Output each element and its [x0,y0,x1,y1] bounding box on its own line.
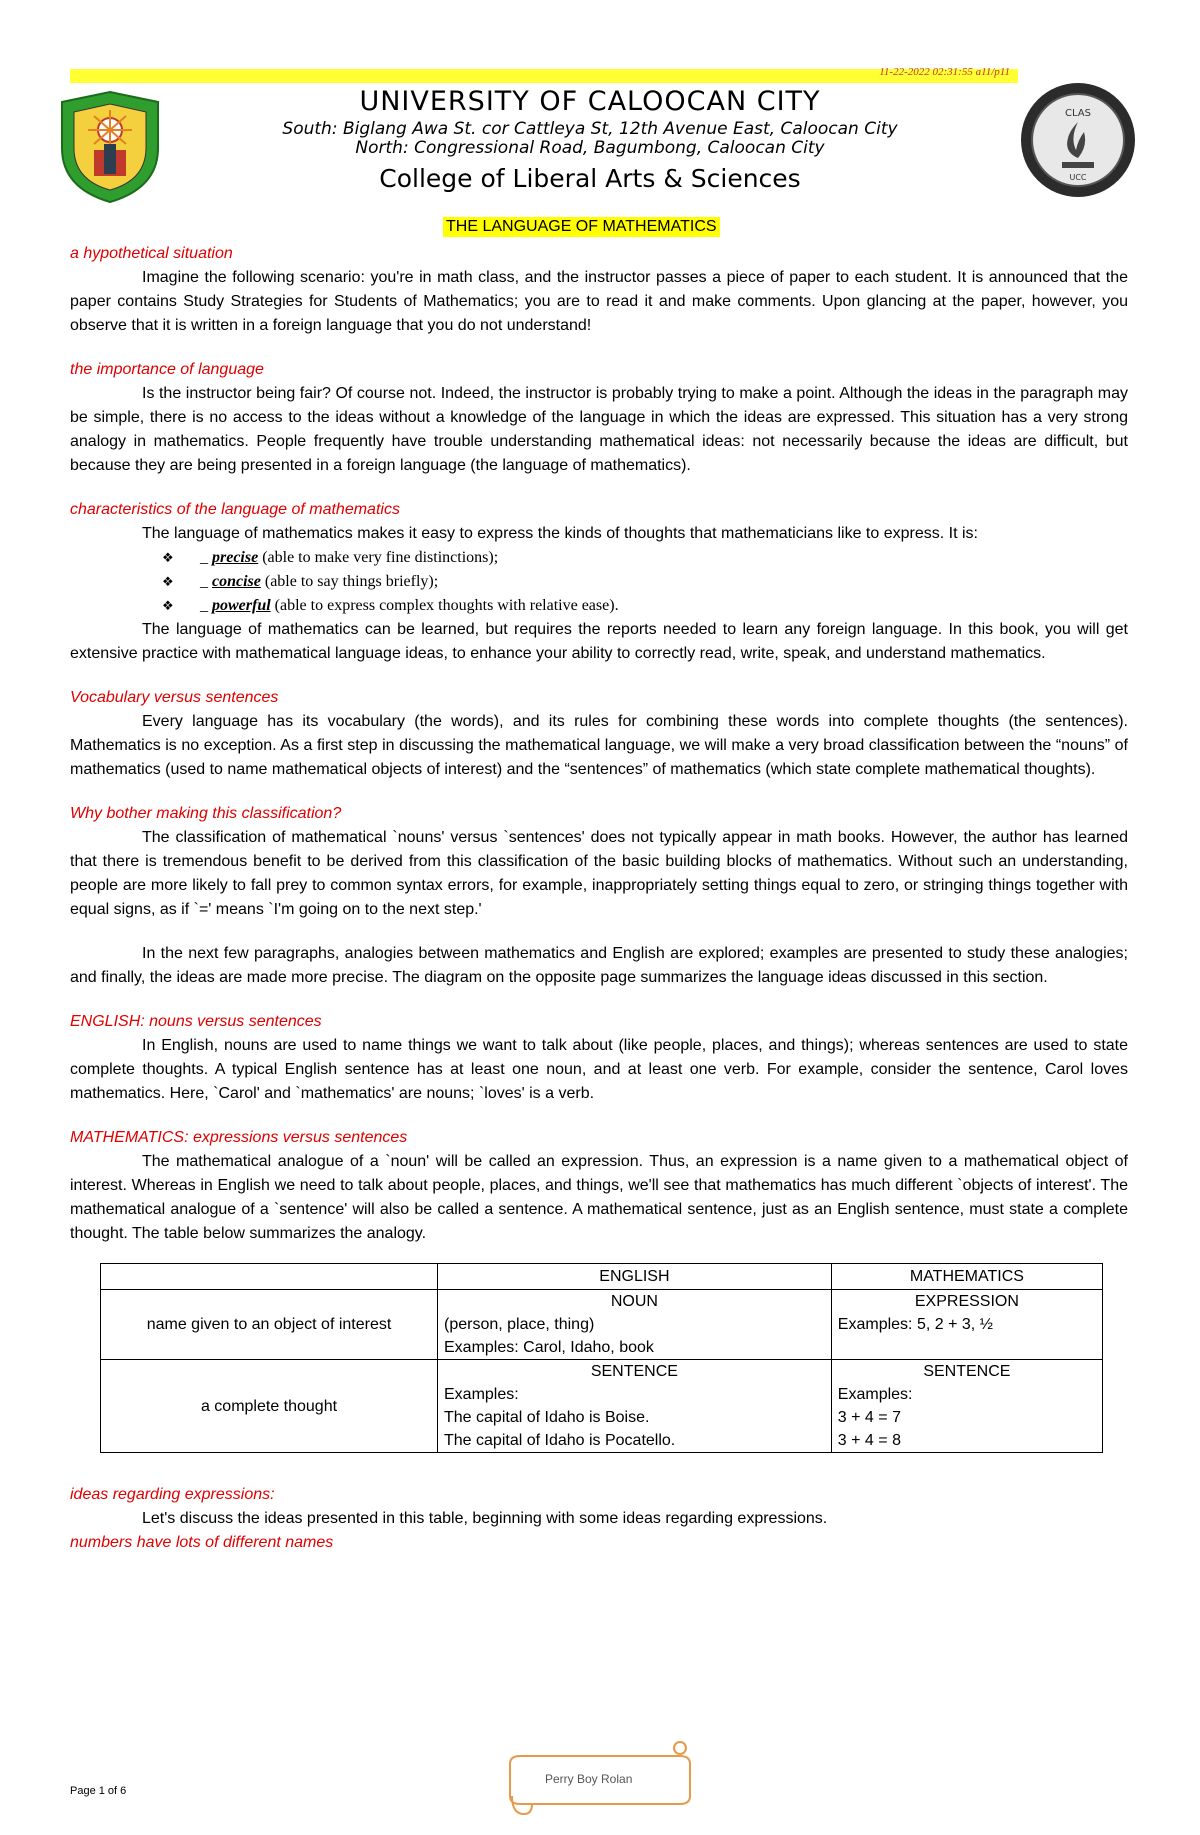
address-south: South: Biglang Awa St. cor Cattleya St, 12th Avenue East, Caloocan City [282,119,898,139]
row-label: name given to an object of interest [101,1290,438,1360]
column-header-mathematics: MATHEMATICS [831,1264,1102,1290]
row-label: a complete thought [101,1360,438,1453]
document-header [170,86,1010,193]
table-row [101,1360,1103,1453]
paragraph: Let's discuss the ideas presented in this table, beginning with some ideas regarding expressions. [142,1510,828,1527]
list-item: ❖ _ powerful (able to express complex thoughts with relative ease). [162,594,1128,618]
list-item: ❖ _ concise (able to say things briefly); [162,570,1128,594]
document-body [70,242,1128,1555]
paragraph: The language of mathematics can be learned, but requires the reports needed to learn any foreign language. In this book, you will get extensive practice with mathematical language ideas, to enhance your ability to correctly read, write, speak, and understand mathematics. [70,621,1128,662]
ucc-seal-logo [58,88,162,206]
clas-seal-logo [1018,80,1138,200]
section-heading: a hypothetical situation [70,245,233,262]
author-name: Perry Boy Rolan [545,1772,633,1786]
column-header-english: ENGLISH [438,1264,832,1290]
section-heading: numbers have lots of different names [70,1534,334,1551]
document-title: THE LANGUAGE OF MATHEMATICS [443,217,720,237]
timestamp-stamp: 11-22-2022 02:31:55 a11/p11 [879,66,1010,78]
list-item: ❖ _ precise (able to make very fine distinctions); [162,546,1128,570]
table-cell: SENTENCE Examples: The capital of Idaho is Boise. The capital of Idaho is Pocatello. [438,1360,832,1453]
characteristics-list [70,546,1128,618]
table-row [101,1290,1103,1360]
section-heading: characteristics of the language of mathematics [70,501,400,518]
section-heading: the importance of language [70,361,264,378]
paragraph: The mathematical analogue of a `noun' will be called an expression. Thus, an expression is a name given to a mathematical object of interest. Whereas in English we need to talk about people, places, and things, we'll see that mathematics has much different `objects of interest'. The mathematical analogue of a `sentence' will also be called a sentence. A mathematical sentence, just as an English sentence, must state a complete thought. The table below summarizes the analogy. [70,1153,1128,1242]
header-highlight-bar [70,69,1018,83]
table-cell: NOUN (person, place, thing) Examples: Carol, Idaho, book [438,1290,832,1360]
paragraph: Is the instructor being fair? Of course not. Indeed, the instructor is probably trying to make a point. Although the ideas in the paragraph may be simple, there is no access to the ideas without a knowledge of the language in which the ideas are expressed. This situation has a very strong analogy in mathematics. People frequently have trouble understanding mathematical ideas: not necessarily because the ideas are difficult, but because they are being presented in a foreign language (the language of mathematics). [70,385,1128,474]
section-heading: MATHEMATICS: expressions versus sentences [70,1129,408,1146]
section-heading: ENGLISH: nouns versus sentences [70,1013,322,1030]
paragraph: In the next few paragraphs, analogies between mathematics and English are explored; examples are presented to study these analogies; and finally, the ideas are made more precise. The diagram on the opposite page summarizes the language ideas discussed in this section. [70,945,1128,986]
clas-seal-text: CLAS [1065,108,1091,119]
page-number: Page 1 of 6 [70,1785,127,1797]
table-cell: SENTENCE Examples: 3 + 4 = 7 3 + 4 = 8 [831,1360,1102,1453]
section-heading: Why bother making this classification? [70,805,342,822]
university-name: UNIVERSITY OF CALOOCAN CITY [359,86,821,117]
college-name: College of Liberal Arts & Sciences [379,164,801,193]
section-heading: ideas regarding expressions: [70,1486,275,1503]
paragraph: Every language has its vocabulary (the words), and its rules for combining these words into complete thoughts (the sentences). Mathematics is no exception. As a first step in discussing the mathematical language, we will make a very broad classification between the “nouns” of mathematics (used to name mathematical objects of interest) and the “sentences” of mathematics (which state complete mathematical thoughts). [70,713,1128,778]
analogy-table [100,1263,1103,1453]
ucc-seal-text: UCC [1069,173,1087,182]
paragraph: Imagine the following scenario: you're in math class, and the instructor passes a piece of paper to each student. It is announced that the paper contains Study Strategies for Students of Mathematics; you are to read it and make comments. Upon glancing at the paper, however, you observe that it is written in a foreign language that you do not understand! [70,269,1128,334]
paragraph: In English, nouns are used to name things we want to talk about (like people, places, and things); whereas sentences are used to state complete thoughts. A typical English sentence has at least one noun, and at least one verb. For example, consider the sentence, Carol loves mathematics. Here, `Carol' and `mathematics' are nouns; `loves' is a verb. [70,1037,1128,1102]
paragraph: The classification of mathematical `nouns' versus `sentences' does not typically appear in math books. However, the author has learned that there is tremendous benefit to be derived from this classification of the basic building blocks of mathematics. Without such an understanding, people are more likely to fall prey to common syntax errors, for example, inappropriately setting things equal to zero, or stringing things together with equal signs, as if `=' means `I'm going on to the next step.' [70,829,1128,918]
paragraph: The language of mathematics makes it easy to express the kinds of thoughts that mathematicians like to express. It is: [142,525,978,542]
table-cell: EXPRESSION Examples: 5, 2 + 3, ½ [831,1290,1102,1360]
section-heading: Vocabulary versus sentences [70,689,279,706]
address-north: North: Congressional Road, Bagumbong, Caloocan City [355,138,825,158]
table-header-row [101,1264,1103,1290]
